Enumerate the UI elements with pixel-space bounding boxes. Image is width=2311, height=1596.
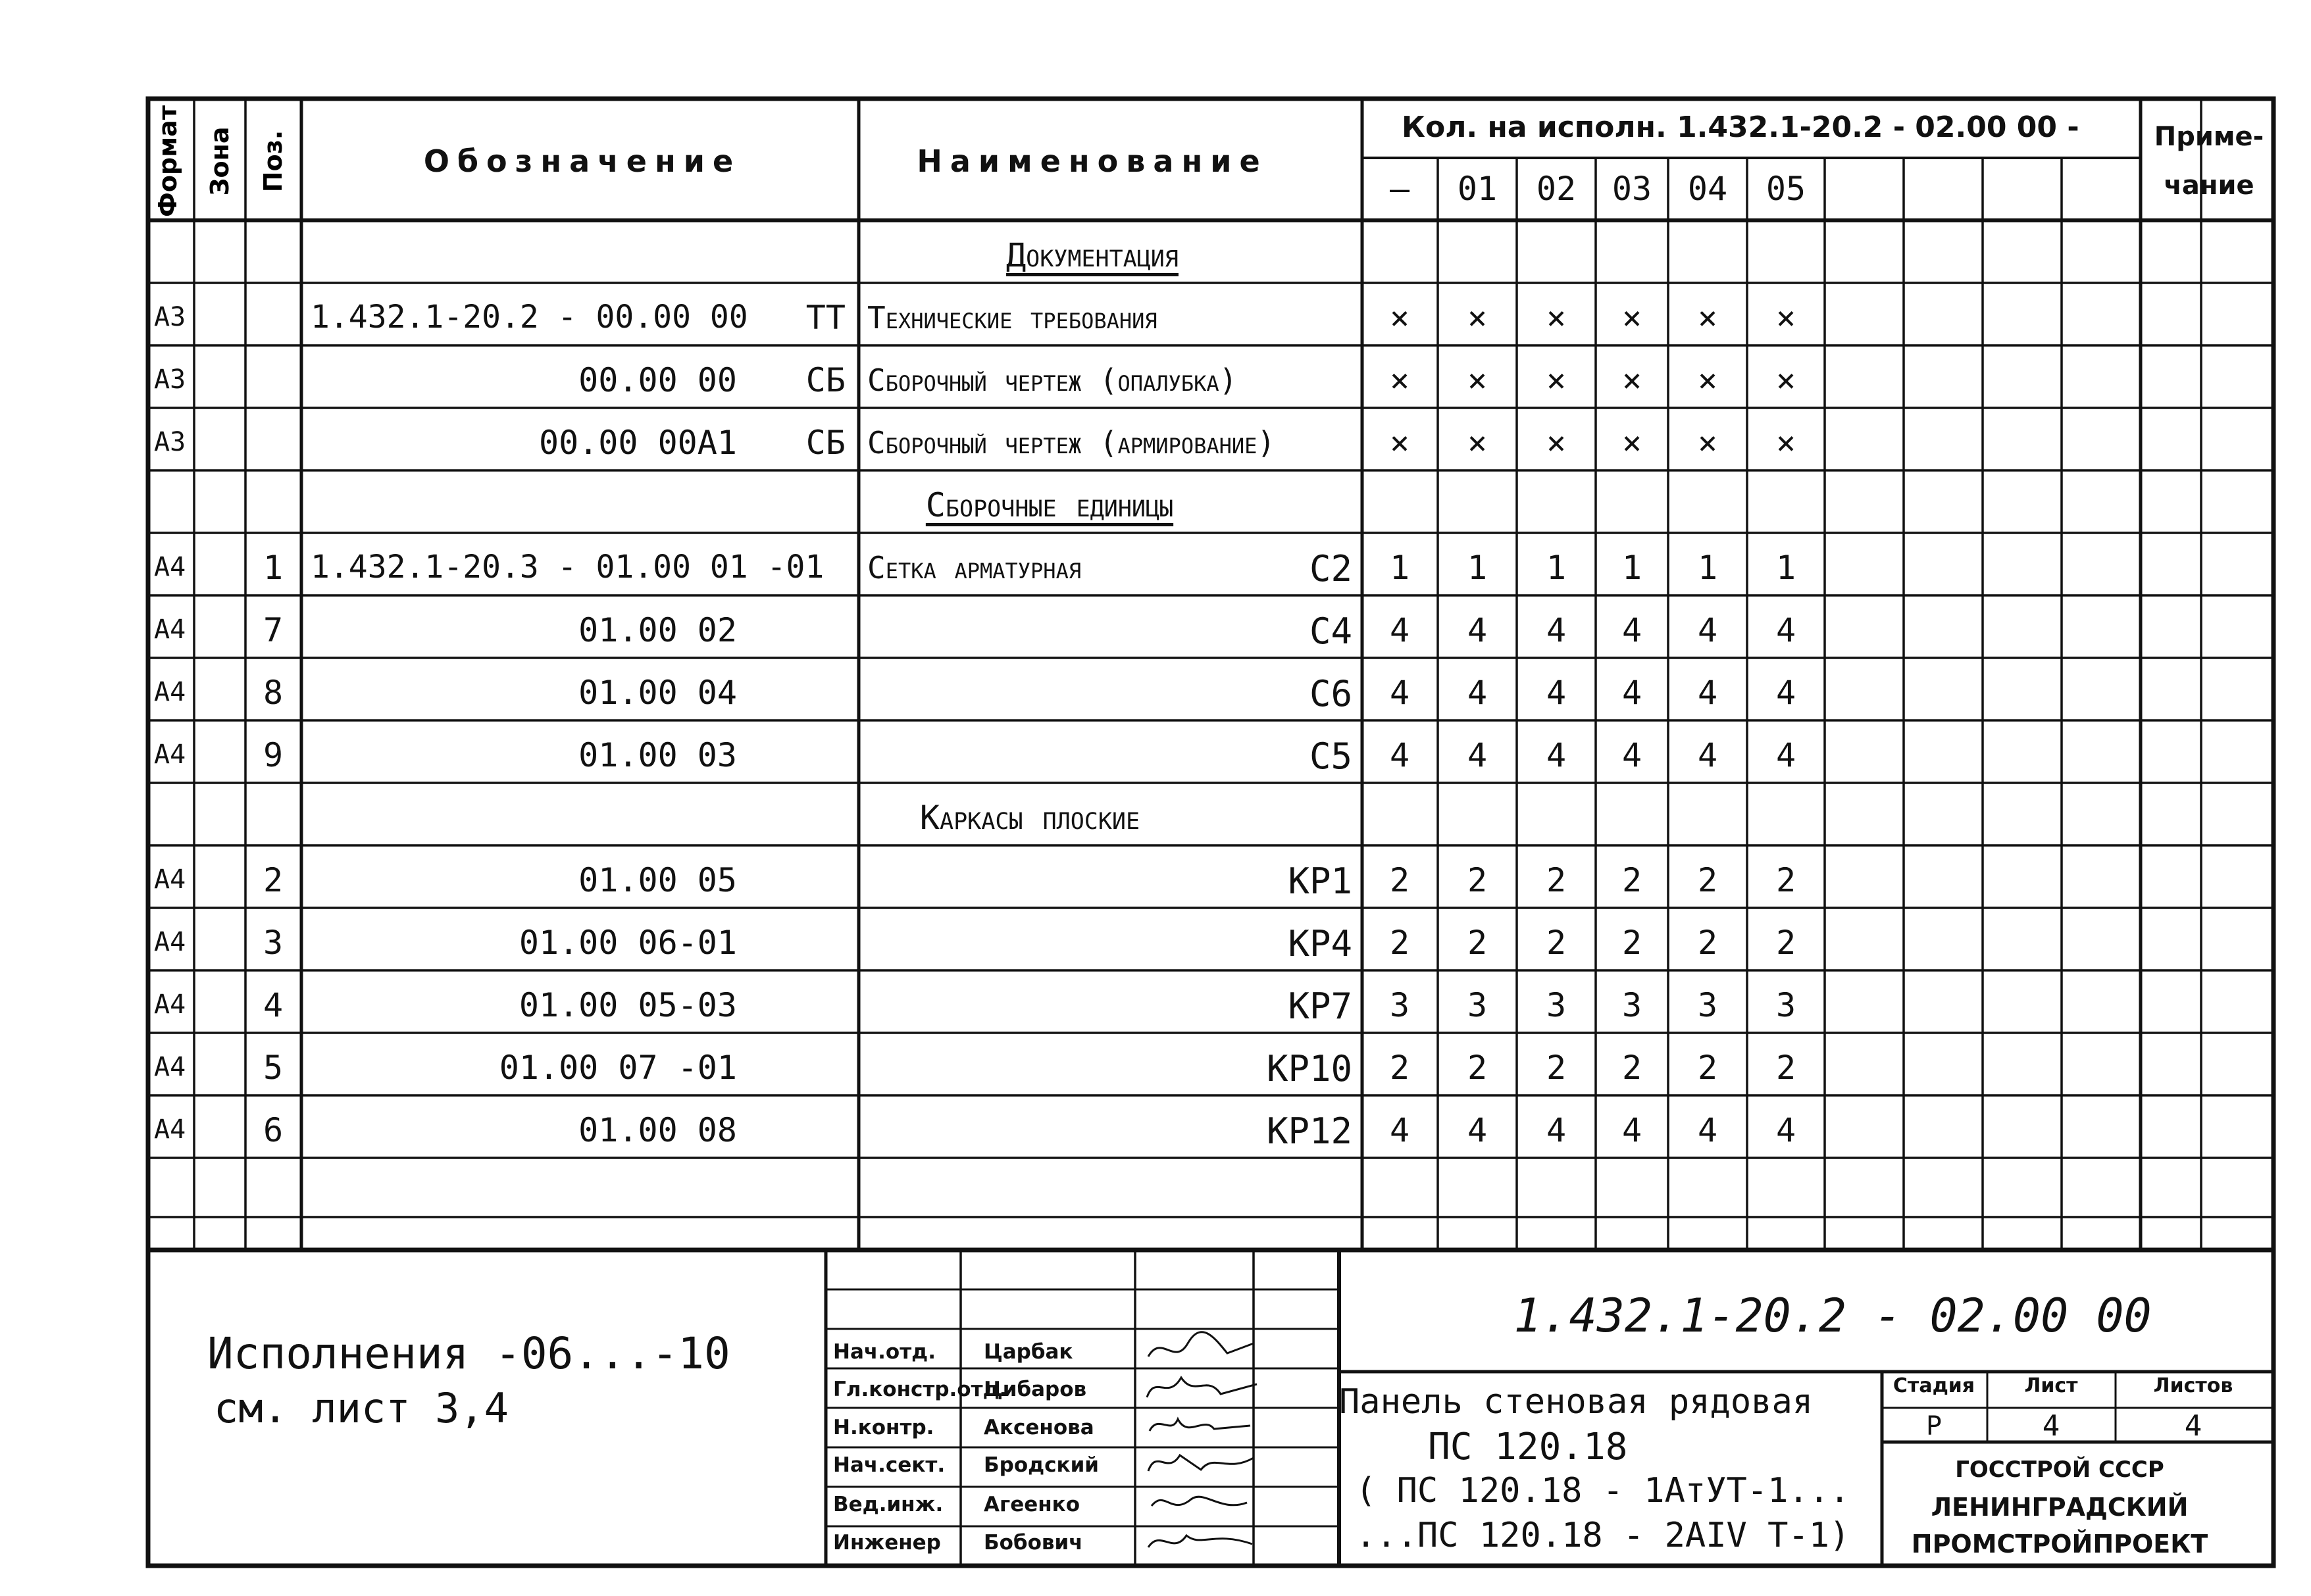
variant-header: 02	[1536, 170, 1577, 208]
qty-cell: 1	[1621, 549, 1642, 587]
title-line-4: ...ПС 120.18 - 2АIV Т-1)	[1356, 1516, 1850, 1555]
note-line-1: Исполнения -06...-10	[207, 1328, 730, 1379]
qty-cell: ×	[1389, 361, 1410, 399]
mark-cell: С2	[1309, 548, 1352, 589]
qty-cell: ×	[1467, 361, 1488, 399]
variant-header: 01	[1457, 170, 1498, 208]
qty-cell: 3	[1467, 986, 1488, 1024]
designation-suffix: ТТ	[805, 299, 846, 337]
format-cell: А4	[154, 864, 186, 895]
qty-cell: 2	[1389, 1049, 1410, 1087]
format-cell: А4	[154, 614, 186, 645]
mark-cell: С6	[1309, 673, 1352, 714]
org-line-1: ГОССТРОЙ СССР	[1955, 1457, 2164, 1483]
designation-cell: 01.00 02	[578, 611, 737, 649]
header-name: Наименование	[917, 143, 1268, 179]
qty-cell: 2	[1389, 924, 1410, 962]
designation-cell: 1.432.1-20.3 - 01.00 01 -01	[311, 549, 825, 586]
format-cell: А3	[154, 364, 186, 395]
section-heading: Документация	[1006, 236, 1179, 274]
qty-cell: ×	[1697, 299, 1718, 337]
qty-cell: 4	[1389, 1111, 1410, 1149]
qty-cell: 4	[1697, 736, 1718, 774]
qty-cell: 4	[1775, 1111, 1796, 1149]
designation-suffix: СБ	[805, 424, 846, 462]
format-cell: А4	[154, 552, 186, 582]
mark-cell: С4	[1309, 611, 1352, 652]
handwritten-signature	[1142, 1368, 1260, 1407]
title-line-1: Панель стеновая рядовая	[1339, 1382, 1814, 1422]
handwritten-signature	[1142, 1330, 1260, 1370]
qty-cell: 4	[1775, 736, 1796, 774]
qty-cell: 2	[1697, 861, 1718, 899]
qty-cell: ×	[1621, 424, 1642, 462]
mark-cell: КР12	[1266, 1110, 1352, 1152]
qty-cell: 4	[1546, 611, 1567, 649]
qty-cell: ×	[1467, 299, 1488, 337]
format-cell: А4	[154, 677, 186, 707]
handwritten-signature	[1142, 1521, 1260, 1560]
qty-cell: ×	[1467, 424, 1488, 462]
pos-cell: 2	[263, 861, 284, 899]
qty-cell: 4	[1621, 1111, 1642, 1149]
variant-header: 03	[1612, 170, 1652, 208]
qty-cell: 4	[1546, 736, 1567, 774]
qty-cell: 2	[1546, 1049, 1567, 1087]
format-cell: А4	[154, 989, 186, 1020]
qty-cell: 2	[1389, 861, 1410, 899]
name-cell: Технические требования	[867, 300, 1157, 336]
stage-label: Стадия	[1892, 1374, 1975, 1397]
signature-role: Нач.сект.	[833, 1453, 946, 1477]
qty-cell: 4	[1389, 611, 1410, 649]
qty-cell: 3	[1621, 986, 1642, 1024]
qty-cell: 4	[1621, 674, 1642, 712]
designation-cell: 01.00 05	[578, 861, 737, 899]
header-note-2: чание	[2164, 170, 2254, 201]
pos-cell: 7	[263, 611, 284, 649]
sheets-value: 4	[2184, 1409, 2202, 1443]
qty-cell: 2	[1621, 924, 1642, 962]
mark-cell: КР10	[1266, 1048, 1352, 1089]
header-designation: Обозначение	[423, 143, 742, 179]
qty-cell: 4	[1467, 611, 1488, 649]
format-cell: А3	[154, 302, 186, 332]
handwritten-signature	[1142, 1406, 1260, 1445]
mark-cell: С5	[1309, 736, 1352, 777]
pos-cell: 3	[263, 924, 284, 962]
sheet-value: 4	[2042, 1409, 2060, 1443]
qty-cell: 2	[1775, 924, 1796, 962]
designation-suffix: СБ	[805, 361, 846, 399]
pos-cell: 8	[263, 674, 284, 712]
mark-cell: КР1	[1288, 860, 1352, 902]
qty-cell: 2	[1621, 1049, 1642, 1087]
sheets-label: Листов	[2153, 1374, 2233, 1397]
qty-cell: 1	[1467, 549, 1488, 587]
qty-cell: 2	[1546, 924, 1567, 962]
qty-cell: 4	[1546, 1111, 1567, 1149]
qty-cell: 4	[1467, 736, 1488, 774]
handwritten-signature	[1142, 1483, 1260, 1522]
format-cell: А3	[154, 427, 186, 457]
signature-role: Гл.констр.отд.	[833, 1378, 1007, 1401]
signature-name: Царбак	[984, 1340, 1073, 1364]
name-cell: Сборочный чертеж (армирование)	[867, 425, 1276, 461]
qty-cell: 4	[1697, 1111, 1718, 1149]
org-line-2: ЛЕНИНГРАДСКИЙ	[1931, 1493, 2189, 1522]
qty-cell: 2	[1467, 861, 1488, 899]
section-heading: Каркасы плоские	[919, 799, 1140, 837]
qty-cell: ×	[1546, 299, 1567, 337]
qty-cell: 3	[1546, 986, 1567, 1024]
designation-cell: 01.00 05-03	[519, 986, 737, 1024]
qty-cell: ×	[1389, 299, 1410, 337]
qty-cell: ×	[1697, 361, 1718, 399]
qty-cell: 4	[1697, 674, 1718, 712]
format-cell: А4	[154, 1052, 186, 1082]
variant-header: 04	[1687, 170, 1728, 208]
name-cell: Сетка арматурная	[867, 550, 1082, 586]
header-format: Формат	[153, 105, 182, 217]
designation-cell: 00.00 00А1	[538, 424, 737, 462]
format-cell: А4	[154, 739, 186, 770]
qty-cell: ×	[1389, 424, 1410, 462]
qty-cell: 4	[1546, 674, 1567, 712]
signature-name: Агеенко	[984, 1493, 1080, 1516]
section-heading: Сборочные единицы	[925, 486, 1174, 524]
qty-cell: ×	[1621, 299, 1642, 337]
designation-cell: 01.00 08	[578, 1111, 737, 1149]
qty-cell: 4	[1467, 674, 1488, 712]
designation-cell: 01.00 04	[578, 674, 737, 712]
designation-cell: 00.00 00	[578, 361, 737, 399]
pos-cell: 9	[263, 736, 284, 774]
signature-name: Бродский	[984, 1453, 1100, 1477]
header-note-1: Приме-	[2154, 122, 2264, 152]
qty-cell: 2	[1775, 1049, 1796, 1087]
qty-cell: ×	[1697, 424, 1718, 462]
format-cell: А4	[154, 927, 186, 957]
designation-cell: 01.00 06-01	[519, 924, 737, 962]
qty-cell: 2	[1697, 924, 1718, 962]
qty-cell: 4	[1697, 611, 1718, 649]
qty-cell: 4	[1775, 611, 1796, 649]
qty-cell: 3	[1389, 986, 1410, 1024]
org-line-3: ПРОМСТРОЙПРОЕКТ	[1911, 1530, 2208, 1559]
qty-cell: 2	[1467, 1049, 1488, 1087]
signature-role: Н.контр.	[833, 1416, 934, 1439]
qty-cell: 1	[1389, 549, 1410, 587]
variant-header: —	[1389, 170, 1410, 208]
note-line-2: см. лист 3,4	[214, 1384, 509, 1432]
sheet-label: Лист	[2024, 1374, 2078, 1397]
qty-cell: 1	[1775, 549, 1796, 587]
mark-cell: КР4	[1288, 923, 1352, 964]
qty-cell: ×	[1775, 424, 1796, 462]
qty-cell: ×	[1546, 361, 1567, 399]
signature-role: Нач.отд.	[833, 1340, 936, 1364]
designation-cell: 01.00 07 -01	[499, 1049, 737, 1087]
header-qty-label: Кол. на исполн. 1.432.1-20.2 - 02.00 00 -	[1402, 111, 2079, 144]
qty-cell: 4	[1775, 674, 1796, 712]
qty-cell: 2	[1621, 861, 1642, 899]
qty-cell: 1	[1697, 549, 1718, 587]
signature-role: Вед.инж.	[833, 1493, 944, 1516]
qty-cell: ×	[1621, 361, 1642, 399]
qty-cell: 4	[1621, 736, 1642, 774]
title-line-3: ( ПС 120.18 - 1АтУТ-1...	[1356, 1471, 1850, 1510]
qty-cell: 4	[1389, 674, 1410, 712]
qty-cell: ×	[1775, 299, 1796, 337]
qty-cell: 3	[1697, 986, 1718, 1024]
header-pos: Поз.	[259, 130, 288, 193]
pos-cell: 4	[263, 986, 284, 1024]
qty-cell: 3	[1775, 986, 1796, 1024]
signature-name: Цибаров	[984, 1378, 1087, 1401]
qty-cell: 2	[1467, 924, 1488, 962]
pos-cell: 1	[263, 549, 284, 587]
qty-cell: 2	[1697, 1049, 1718, 1087]
qty-cell: 4	[1621, 611, 1642, 649]
format-cell: А4	[154, 1114, 186, 1145]
designation-cell: 1.432.1-20.2 - 00.00 00	[311, 299, 748, 336]
doc-code: 1.432.1-20.2 - 02.00 00	[1513, 1289, 2152, 1343]
variant-header: 05	[1765, 170, 1806, 208]
signature-name: Бобович	[984, 1531, 1083, 1555]
stage-value: Р	[1925, 1411, 1943, 1441]
qty-cell: 1	[1546, 549, 1567, 587]
handwritten-signature	[1142, 1443, 1260, 1483]
qty-cell: ×	[1546, 424, 1567, 462]
pos-cell: 6	[263, 1111, 284, 1149]
pos-cell: 5	[263, 1049, 284, 1087]
header-zone: Зона	[205, 126, 234, 196]
qty-cell: 2	[1775, 861, 1796, 899]
qty-cell: ×	[1775, 361, 1796, 399]
qty-cell: 2	[1546, 861, 1567, 899]
name-cell: Сборочный чертеж (опалубка)	[867, 362, 1238, 398]
title-line-2: ПС 120.18	[1428, 1426, 1628, 1468]
designation-cell: 01.00 03	[578, 736, 737, 774]
qty-cell: 4	[1467, 1111, 1488, 1149]
qty-cell: 4	[1389, 736, 1410, 774]
mark-cell: КР7	[1288, 985, 1352, 1027]
signature-role: Инженер	[833, 1531, 941, 1555]
signature-name: Аксенова	[984, 1416, 1094, 1439]
